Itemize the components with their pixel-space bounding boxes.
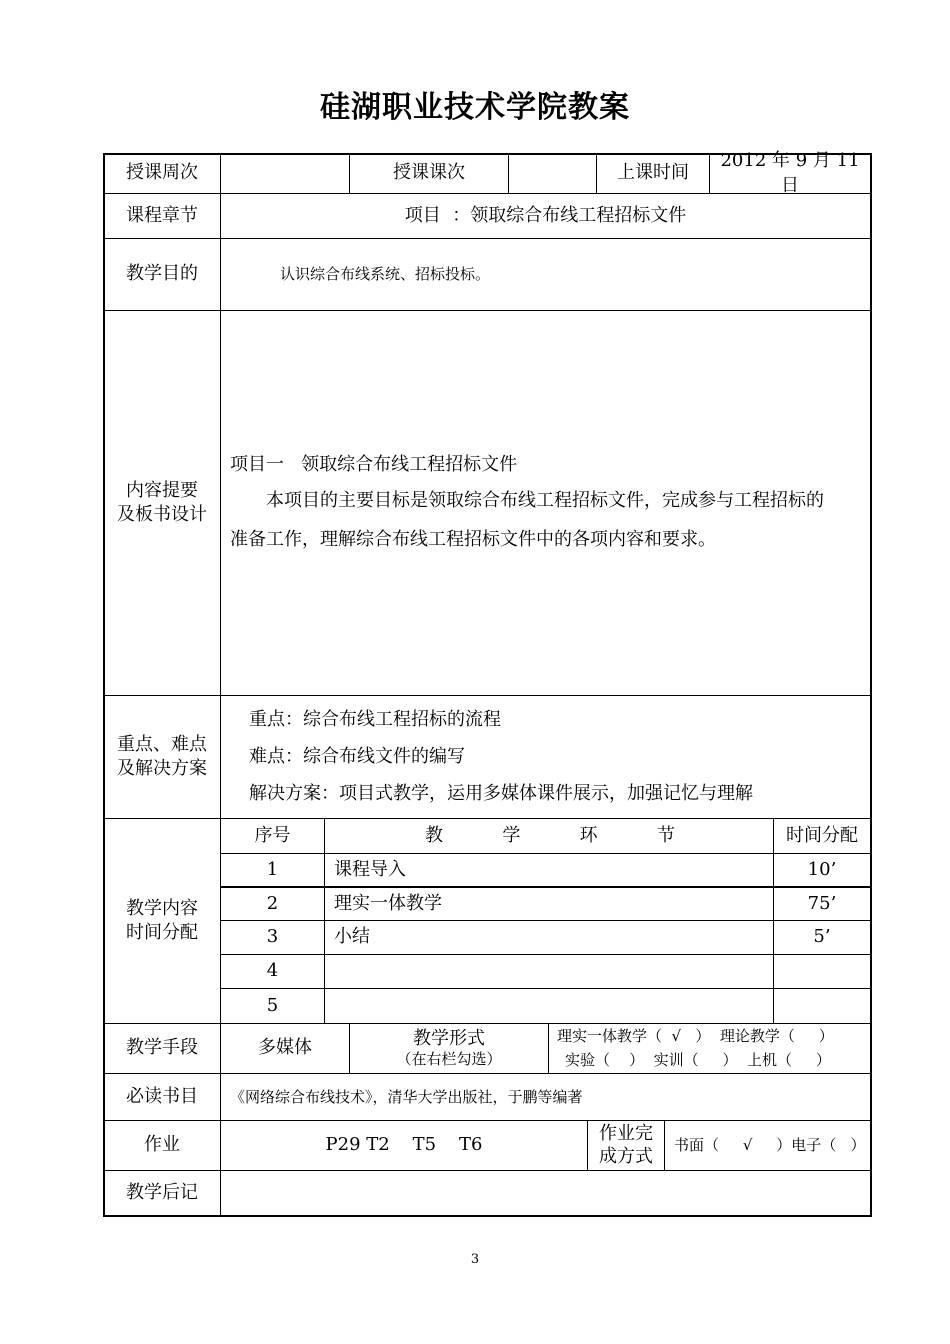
schedule-row-time: 75’ [807, 892, 837, 914]
week-value [221, 154, 349, 193]
chapter-value: 项目 ：领取综合布线工程招标文件 [404, 204, 687, 226]
objective-value: 认识综合布线系统、招标投标。 [280, 265, 491, 284]
keypoints-label-line2: 及解决方案 [117, 758, 207, 779]
schedule-row-step [334, 989, 764, 1023]
page-number: 3 [470, 1252, 480, 1267]
schedule-header-step-char: 节 [656, 824, 675, 846]
keypoints-label [104, 696, 220, 818]
session-value [509, 154, 596, 193]
books-label: 必读书目 [126, 1085, 198, 1107]
schedule-row-step: 小结 [334, 926, 370, 948]
schedule-label [104, 819, 220, 1023]
content-paragraph-line1: 本项目的主要目标是领取综合布线工程招标文件，完成参与工程招标的 [266, 490, 824, 511]
teaching-form [350, 1024, 548, 1073]
schedule-header-step-char: 学 [502, 824, 521, 846]
schedule-row-no: 3 [266, 926, 279, 948]
content-heading: 项目一 领取综合布线工程招标文件 [230, 454, 518, 475]
content-paragraph-line2: 准备工作，理解综合布线工程招标文件中的各项内容和要求。 [230, 529, 716, 550]
document-title: 硅湖职业技术学院教案 [320, 90, 630, 125]
schedule-row-time [774, 989, 870, 1023]
homework-method-value: 书面（ √ ）电子（ ） [674, 1136, 866, 1155]
teaching-form-options-line1: 理实一体教学（ √ ） 理论教学（ ） [557, 1027, 834, 1045]
schedule-row-time [774, 955, 870, 988]
content-label [104, 311, 220, 695]
schedule-header-steps [425, 819, 675, 853]
schedule-row-time: 10’ [807, 858, 837, 880]
content-label-line1: 内容提要 [126, 479, 198, 501]
schedule-header-no: 序号 [254, 824, 291, 846]
schedule-header-step-char: 环 [579, 824, 598, 846]
schedule-row-time: 5’ [813, 926, 831, 948]
difficulty-point: 难点：综合布线文件的编写 [249, 746, 465, 767]
homework-method-label-line2: 成方式 [599, 1145, 653, 1167]
teaching-form-options-line2: 实验（ ） 实训（ ） 上机（ ） [565, 1051, 831, 1069]
content-label-line2: 及板书设计 [117, 504, 207, 525]
schedule-row-step [334, 955, 764, 988]
key-point: 重点：综合布线工程招标的流程 [249, 709, 501, 730]
solution-point: 解决方案：项目式教学，运用多媒体课件展示，加强记忆与理解 [249, 783, 753, 804]
schedule-header-step-char: 教 [425, 824, 443, 846]
teaching-form-options [557, 1024, 869, 1073]
means-value: 多媒体 [258, 1037, 312, 1059]
homework-method-label-line1: 作业完 [599, 1123, 653, 1144]
afterword-label: 教学后记 [126, 1181, 198, 1203]
week-label: 授课周次 [126, 162, 198, 184]
means-label: 教学手段 [126, 1037, 198, 1059]
teaching-form-label: 教学形式 [413, 1027, 485, 1049]
schedule-header-time: 时间分配 [786, 824, 858, 846]
schedule-row-no: 5 [266, 994, 279, 1016]
schedule-row-step: 理实一体教学 [334, 892, 442, 914]
schedule-row-no: 2 [266, 892, 279, 914]
session-label: 授课课次 [393, 162, 465, 184]
homework-method-label [588, 1121, 664, 1170]
schedule-label-line1: 教学内容 [126, 897, 198, 919]
books-value: 《网络综合布线技术》，清华大学出版社，于鹏等编著 [230, 1087, 583, 1106]
keypoints-label-line1: 重点、难点 [117, 733, 207, 755]
homework-label: 作业 [144, 1134, 180, 1156]
afterword-value [230, 1171, 860, 1215]
homework-value: P29 T2 T5 T6 [325, 1134, 483, 1156]
objective-label: 教学目的 [126, 263, 198, 285]
class-time-value: 2012 年 9 月 11 日 [720, 150, 860, 196]
schedule-label-line2: 时间分配 [126, 922, 198, 943]
schedule-row-step: 课程导入 [334, 858, 406, 880]
schedule-row-no: 1 [266, 858, 279, 880]
teaching-form-note: （在右栏勾选） [396, 1050, 502, 1069]
class-time-label: 上课时间 [617, 162, 689, 184]
schedule-row-no: 4 [266, 960, 279, 982]
chapter-label: 课程章节 [126, 204, 198, 226]
